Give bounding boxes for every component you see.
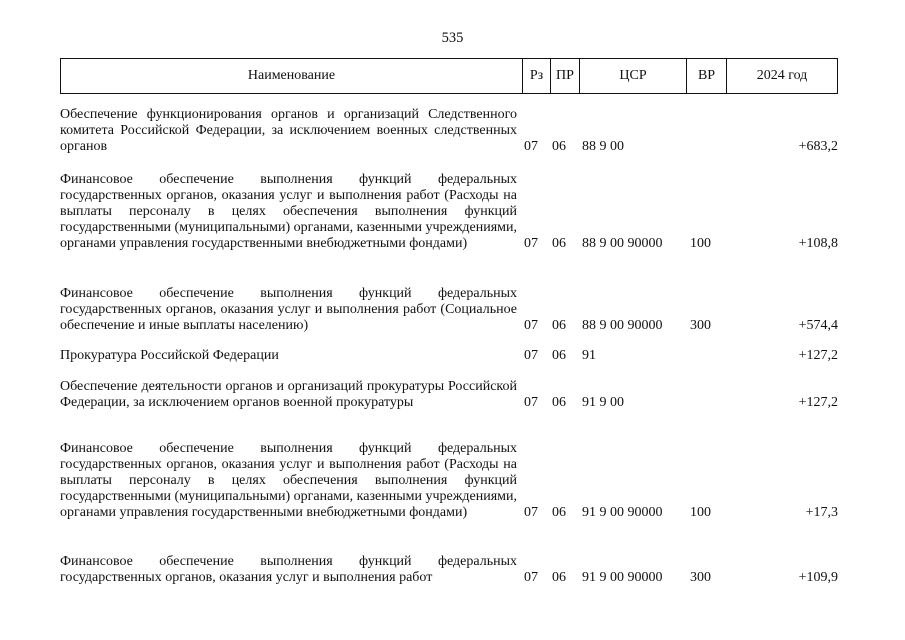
- table-row: [60, 172, 838, 252]
- row-name: Обеспечение функционирования органов и организаций Следственного комитета Российской Федерации, за исключением военных следственных органов: [60, 107, 517, 154]
- row-pr: 06: [552, 348, 566, 363]
- row-rz: 07: [524, 139, 538, 154]
- row-rz: 07: [524, 505, 538, 520]
- row-vr: 100: [690, 236, 711, 251]
- row-vr: 100: [690, 505, 711, 520]
- row-name: Прокуратура Российской Федерации: [60, 348, 279, 363]
- row-rz: 07: [524, 395, 538, 410]
- row-pr: 06: [552, 395, 566, 410]
- row-csr: 91 9 00 90000: [582, 505, 663, 520]
- table-row: [60, 107, 838, 155]
- row-value: +109,9: [798, 570, 838, 585]
- row-pr: 06: [552, 318, 566, 333]
- row-csr: 91 9 00 90000: [582, 570, 663, 585]
- row-rz: 07: [524, 236, 538, 251]
- table-row: [60, 379, 838, 411]
- table-row: [60, 554, 838, 586]
- row-csr: 88 9 00 90000: [582, 236, 663, 251]
- row-pr: 06: [552, 570, 566, 585]
- header-vr: ВР: [686, 59, 726, 93]
- header-name: Наименование: [247, 68, 336, 83]
- page-number: 535: [441, 30, 464, 46]
- table-header: [60, 58, 838, 94]
- row-name: Финансовое обеспечение выполнения функций федеральных государственных органов, оказания услуг и выполнения работ (Расходы на выплаты персоналу в целях обеспечения выполнения функций государственными (муниципальными) органами, казенными учреждениями, органами управления государственными внебюджетными фондами): [60, 441, 517, 520]
- row-name: Финансовое обеспечение выполнения функций федеральных государственных органов, оказания услуг и выполнения работ (Расходы на выплаты персоналу в целях обеспечения выполнения функций государственными (муниципальными) органами, казенными учреждениями, органами управления государственными внебюджетными фондами): [60, 172, 517, 251]
- row-name: Обеспечение деятельности органов и организаций прокуратуры Российской Федерации, за исключением органов военной прокуратуры: [60, 379, 517, 410]
- row-vr: 300: [690, 318, 711, 333]
- row-csr: 88 9 00 90000: [582, 318, 663, 333]
- table-row: [60, 441, 838, 521]
- row-vr: 300: [690, 570, 711, 585]
- row-value: +683,2: [798, 139, 838, 154]
- row-rz: 07: [524, 570, 538, 585]
- header-year: 2024 год: [726, 59, 837, 93]
- row-pr: 06: [552, 505, 566, 520]
- header-pr: ПР: [550, 59, 579, 93]
- row-name: Финансовое обеспечение выполнения функций федеральных государственных органов, оказания услуг и выполнения работ (Социальное обеспечение и иные выплаты населению): [60, 286, 517, 333]
- row-rz: 07: [524, 318, 538, 333]
- row-csr: 88 9 00: [582, 139, 624, 154]
- row-csr: 91 9 00: [582, 395, 624, 410]
- row-rz: 07: [524, 348, 538, 363]
- row-value: +127,2: [798, 395, 838, 410]
- table-row: [60, 348, 838, 364]
- row-value: +17,3: [805, 505, 838, 520]
- header-rz: Рз: [522, 59, 550, 93]
- row-pr: 06: [552, 236, 566, 251]
- row-value: +574,4: [798, 318, 838, 333]
- row-value: +108,8: [798, 236, 838, 251]
- row-pr: 06: [552, 139, 566, 154]
- row-value: +127,2: [798, 348, 838, 363]
- table-row: [60, 286, 838, 334]
- header-csr: ЦСР: [579, 59, 686, 93]
- row-name: Финансовое обеспечение выполнения функций федеральных государственных органов, оказания услуг и выполнения работ: [60, 554, 517, 585]
- row-csr: 91: [582, 348, 596, 363]
